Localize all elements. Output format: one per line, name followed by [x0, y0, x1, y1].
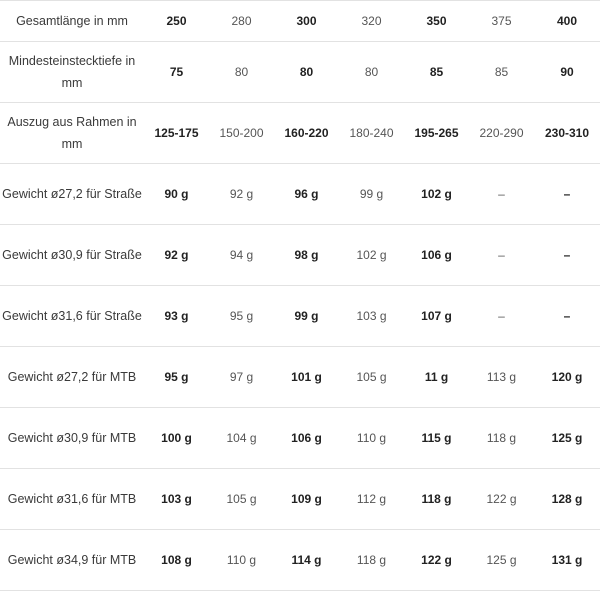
table-cell: – [469, 286, 534, 347]
row-label: Gewicht ø34,9 für MTB [0, 530, 144, 591]
table-cell: 94 g [209, 225, 274, 286]
row-label: Gewicht ø27,2 für MTB [0, 347, 144, 408]
table-cell: 85 [469, 42, 534, 103]
table-cell: 109 g [274, 469, 339, 530]
table-cell: 122 g [404, 530, 469, 591]
table-cell: – [469, 164, 534, 225]
table-cell: 80 [274, 42, 339, 103]
table-cell: 118 g [404, 469, 469, 530]
table-cell: 125-175 [144, 103, 209, 164]
table-row [0, 225, 600, 286]
row-label: Gewicht ø31,6 für MTB [0, 469, 144, 530]
table-cell: 122 g [469, 469, 534, 530]
table-cell: 100 g [144, 408, 209, 469]
table-cell: 93 g [144, 286, 209, 347]
table-row [0, 1, 600, 42]
table-cell: 103 g [339, 286, 404, 347]
table-cell: 90 [534, 42, 600, 103]
table-cell: 220-290 [469, 103, 534, 164]
table-row [0, 42, 600, 103]
table-cell: 99 g [339, 164, 404, 225]
table-cell: 95 g [144, 347, 209, 408]
table-cell: 110 g [209, 530, 274, 591]
row-label: Gewicht ø31,6 für Straße [0, 286, 144, 347]
table-cell: 250 [144, 1, 209, 42]
table-cell: 180-240 [339, 103, 404, 164]
table-cell: 115 g [404, 408, 469, 469]
table-cell: 104 g [209, 408, 274, 469]
table-row [0, 530, 600, 591]
table-cell: 101 g [274, 347, 339, 408]
row-label: Auszug aus Rahmen in mm [0, 103, 144, 164]
table-cell: 112 g [339, 469, 404, 530]
table-cell: 375 [469, 1, 534, 42]
row-label: Mindesteinstecktiefe in mm [0, 42, 144, 103]
table-cell: 195-265 [404, 103, 469, 164]
table-cell: 110 g [339, 408, 404, 469]
table-cell: 102 g [339, 225, 404, 286]
table-cell: 118 g [469, 408, 534, 469]
table-cell: 106 g [404, 225, 469, 286]
table-cell: 150-200 [209, 103, 274, 164]
table-row [0, 408, 600, 469]
table-cell: 105 g [339, 347, 404, 408]
table-cell: 75 [144, 42, 209, 103]
table-cell: 131 g [534, 530, 600, 591]
row-label: Gewicht ø30,9 für Straße [0, 225, 144, 286]
table-cell: 106 g [274, 408, 339, 469]
table-cell: 107 g [404, 286, 469, 347]
table-cell: 80 [339, 42, 404, 103]
table-cell: 108 g [144, 530, 209, 591]
table-cell: – [534, 225, 600, 286]
table-cell: 280 [209, 1, 274, 42]
table-cell: 99 g [274, 286, 339, 347]
table-cell: 125 g [534, 408, 600, 469]
table-cell: 114 g [274, 530, 339, 591]
table-cell: 350 [404, 1, 469, 42]
table-cell: – [534, 164, 600, 225]
table-cell: 113 g [469, 347, 534, 408]
table-cell: 95 g [209, 286, 274, 347]
row-label: Gewicht ø27,2 für Straße [0, 164, 144, 225]
table-cell: 92 g [209, 164, 274, 225]
row-label: Gewicht ø30,9 für MTB [0, 408, 144, 469]
table-cell: 125 g [469, 530, 534, 591]
table-cell: 320 [339, 1, 404, 42]
table-cell: 98 g [274, 225, 339, 286]
table-cell: 230-310 [534, 103, 600, 164]
table-cell: 90 g [144, 164, 209, 225]
table-cell: – [469, 225, 534, 286]
table-cell: 102 g [404, 164, 469, 225]
table-cell: – [534, 286, 600, 347]
table-cell: 92 g [144, 225, 209, 286]
table-cell: 11 g [404, 347, 469, 408]
table-cell: 128 g [534, 469, 600, 530]
table-row [0, 164, 600, 225]
table-row [0, 469, 600, 530]
table-cell: 400 [534, 1, 600, 42]
table-cell: 105 g [209, 469, 274, 530]
row-label: Gesamtlänge in mm [0, 1, 144, 42]
table-cell: 97 g [209, 347, 274, 408]
table-cell: 103 g [144, 469, 209, 530]
table-cell: 300 [274, 1, 339, 42]
table-cell: 96 g [274, 164, 339, 225]
table-cell: 118 g [339, 530, 404, 591]
table-cell: 120 g [534, 347, 600, 408]
table-row [0, 286, 600, 347]
table-cell: 85 [404, 42, 469, 103]
table-cell: 80 [209, 42, 274, 103]
table-row [0, 103, 600, 164]
table-cell: 160-220 [274, 103, 339, 164]
table-row [0, 347, 600, 408]
